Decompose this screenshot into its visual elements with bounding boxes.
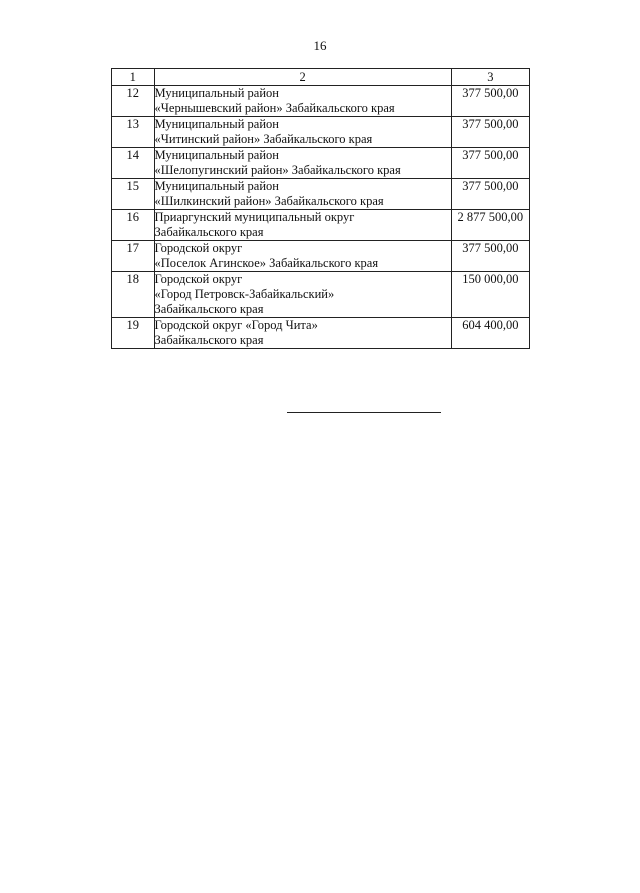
name-line: «Читинский район» Забайкальского края: [154, 132, 373, 146]
name-line: Забайкальского края: [154, 302, 264, 316]
name-line: Муниципальный район: [154, 179, 279, 193]
name-line: «Город Петровск-Забайкальский»: [154, 287, 335, 301]
amount-value: 377 500,00: [451, 179, 529, 210]
table-row: [112, 179, 530, 210]
column-header-number: 1: [112, 69, 155, 86]
row-number: 17: [112, 241, 155, 272]
amount-value: 150 000,00: [451, 272, 529, 318]
row-number: 19: [112, 318, 155, 349]
name-line: «Шилкинский район» Забайкальского края: [154, 194, 384, 208]
municipality-name: [154, 272, 451, 318]
municipality-name: [154, 210, 451, 241]
name-line: Городской округ: [154, 272, 243, 286]
amount-value: 377 500,00: [451, 148, 529, 179]
name-line: Приаргунский муниципальный округ: [154, 210, 355, 224]
amount-value: 377 500,00: [451, 117, 529, 148]
row-number: 16: [112, 210, 155, 241]
amount-value: 604 400,00: [451, 318, 529, 349]
amount-value: 377 500,00: [451, 241, 529, 272]
table-row: [112, 117, 530, 148]
municipality-name: [154, 86, 451, 117]
table-header-row: [112, 69, 530, 86]
name-line: «Поселок Агинское» Забайкальского края: [154, 256, 379, 270]
row-number: 18: [112, 272, 155, 318]
table-row: [112, 318, 530, 349]
allocation-table: [111, 68, 530, 349]
municipality-name: [154, 179, 451, 210]
table-row: [112, 86, 530, 117]
amount-value: 2 877 500,00: [451, 210, 529, 241]
column-header-name: 2: [154, 69, 451, 86]
name-line: Муниципальный район: [154, 117, 279, 131]
name-line: Городской округ «Город Чита»: [154, 318, 318, 332]
name-line: Забайкальского края: [154, 225, 264, 239]
name-line: Муниципальный район: [154, 86, 279, 100]
row-number: 15: [112, 179, 155, 210]
table-row: [112, 210, 530, 241]
row-number: 12: [112, 86, 155, 117]
table-row: [112, 148, 530, 179]
municipality-name: [154, 318, 451, 349]
column-header-value: 3: [451, 69, 529, 86]
name-line: Забайкальского края: [154, 333, 264, 347]
table-row: [112, 272, 530, 318]
municipality-name: [154, 148, 451, 179]
name-line: «Шелопугинский район» Забайкальского края: [154, 163, 401, 177]
municipality-name: [154, 241, 451, 272]
municipality-name: [154, 117, 451, 148]
closing-rule: [287, 412, 441, 413]
page-number: 16: [313, 38, 327, 53]
amount-value: 377 500,00: [451, 86, 529, 117]
name-line: Городской округ: [154, 241, 243, 255]
table-row: [112, 241, 530, 272]
row-number: 14: [112, 148, 155, 179]
name-line: «Чернышевский район» Забайкальского края: [154, 101, 395, 115]
row-number: 13: [112, 117, 155, 148]
name-line: Муниципальный район: [154, 148, 279, 162]
